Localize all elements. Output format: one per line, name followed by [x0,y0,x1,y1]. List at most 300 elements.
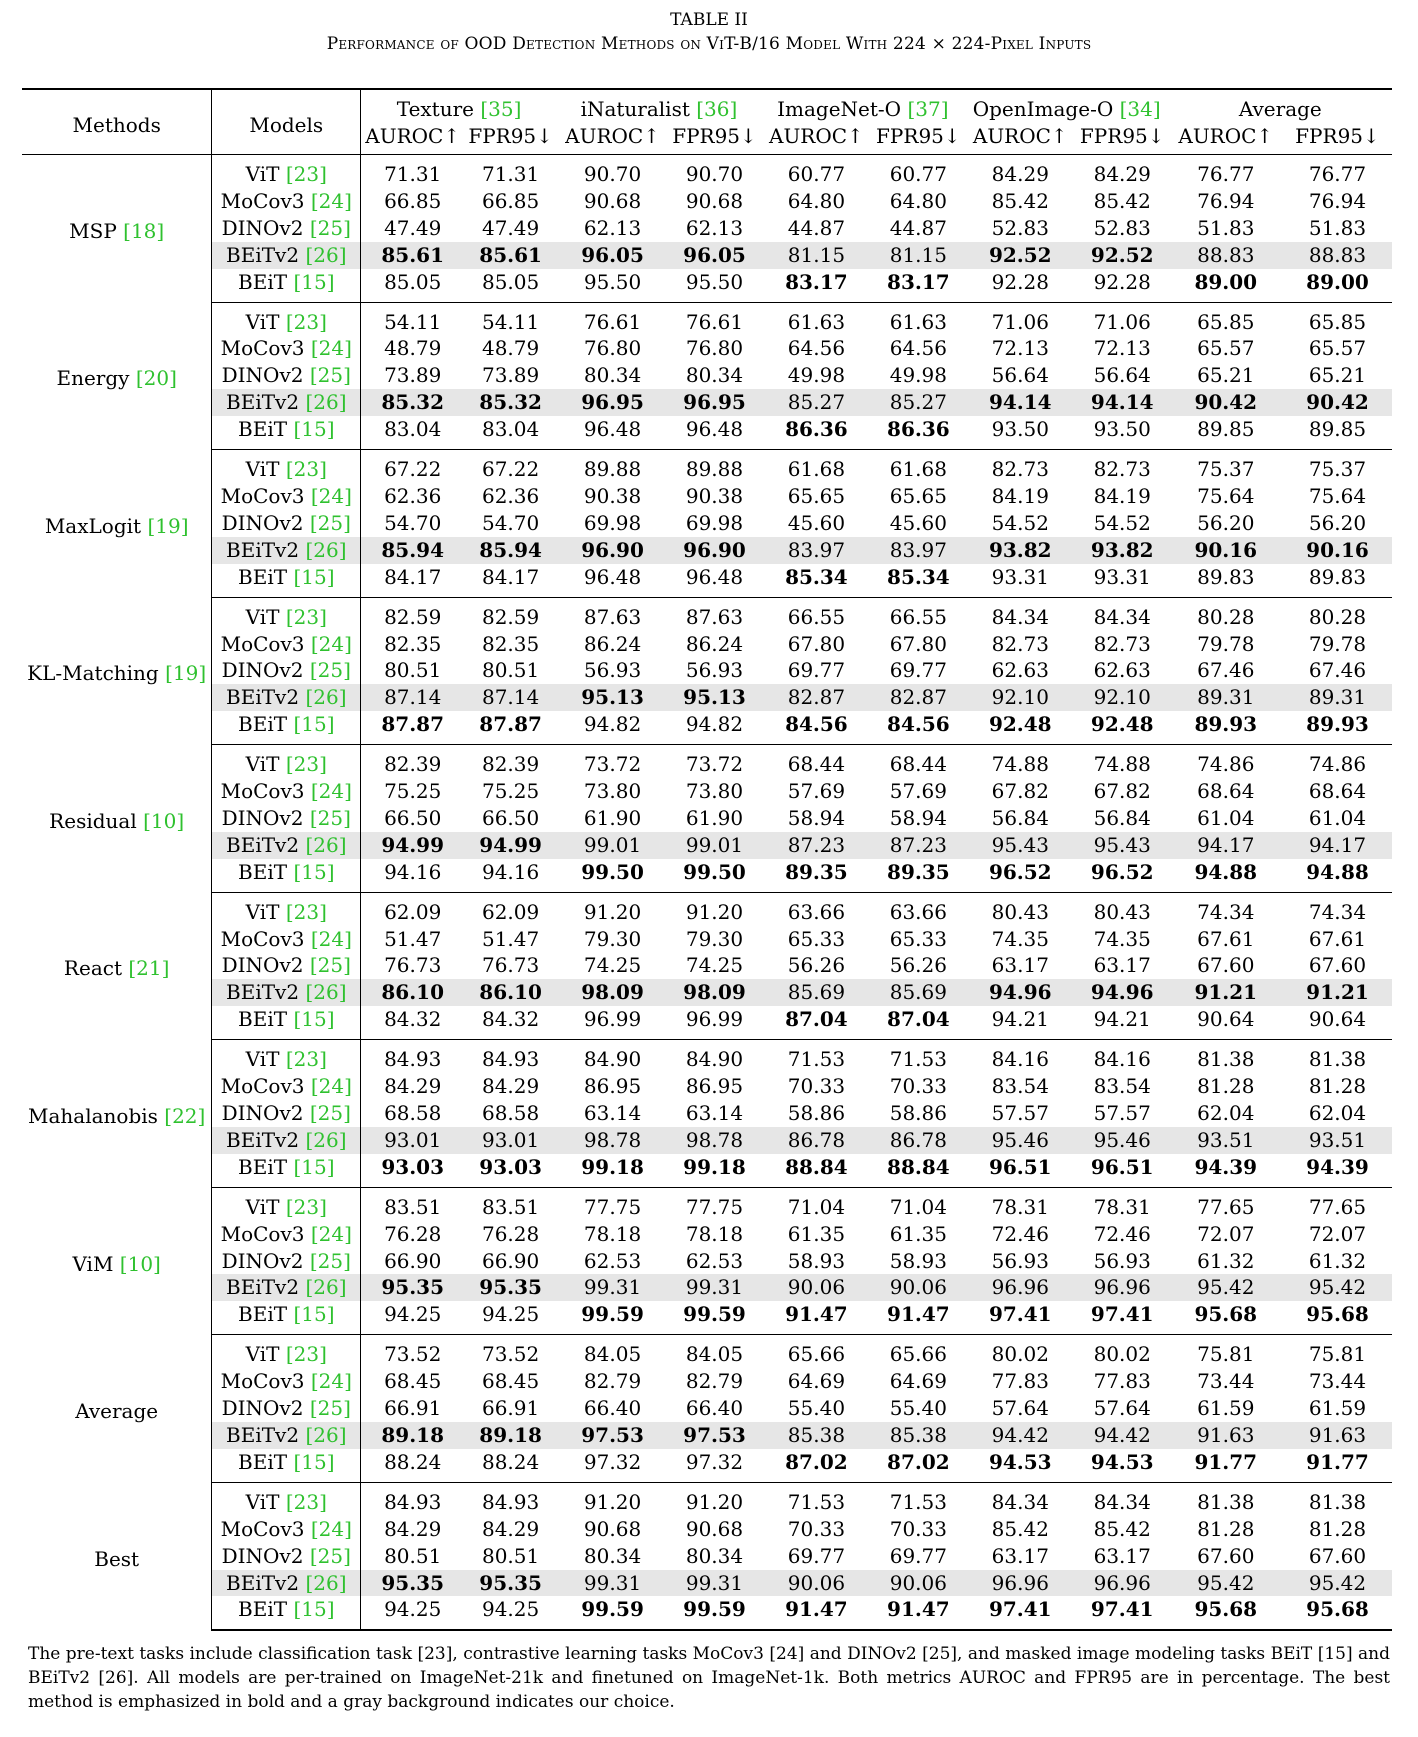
auroc-value-cell: 67.82 [991,779,1049,804]
table-row [22,362,1392,389]
fpr95-value-cell: 82.79 [685,1369,744,1394]
auroc-value-cell: 82.59 [384,604,442,629]
auroc-value-cell: 90.06 [761,1570,872,1597]
auroc-value-cell: 84.93 [384,1047,442,1072]
fpr95-value-cell: 73.44 [1308,1369,1367,1394]
model-name-cell: ViT [23] [212,1187,361,1220]
fpr95-value-cell: 90.64 [1283,1006,1392,1039]
auroc-value-cell: 80.43 [991,899,1049,924]
fpr95-value-cell: 89.35 [872,859,965,892]
auroc-value-cell: 64.80 [787,188,846,213]
auroc-value-cell: 94.53 [965,1449,1076,1482]
fpr95-value-cell: 56.84 [1093,805,1151,830]
table-row [22,1395,1392,1422]
auroc-value-cell: 86.78 [761,1127,872,1154]
fpr95-value-cell: 84.90 [685,1047,744,1072]
auroc-value-cell: 84.34 [991,604,1049,629]
auroc-value-cell: 85.34 [761,564,872,597]
model-name-cell: BEiTv2 [26] [212,389,361,416]
auroc-value-cell: 95.68 [1169,1596,1283,1630]
fpr95-value-cell: 89.93 [1283,711,1392,744]
fpr95-value-cell: 93.82 [1076,537,1169,564]
fpr95-value-cell: 86.78 [872,1127,965,1154]
auroc-value-cell: 67.46 [1197,658,1255,683]
auroc-value-cell: 51.83 [1197,215,1255,240]
auroc-value-cell: 48.79 [384,336,442,361]
auroc-value-cell: 90.06 [761,1274,872,1301]
auroc-value-cell: 65.65 [787,483,846,508]
auroc-value-cell: 85.61 [361,242,465,269]
fpr95-value-cell: 95.50 [668,269,761,302]
fpr95-value-cell: 80.02 [1093,1342,1151,1367]
model-name-cell: DINOv2 [25] [212,1543,361,1570]
auroc-value-cell: 84.34 [991,1489,1049,1514]
model-name-cell: MoCov3 [24] [212,188,361,215]
fpr95-value-cell: 80.28 [1308,604,1367,629]
auroc-value-cell: 77.83 [991,1369,1049,1394]
auroc-value-cell: 84.90 [583,1047,642,1072]
table-row [22,684,1392,711]
auroc-value-cell: 99.50 [557,859,668,892]
fpr95-value-cell: 91.63 [1283,1422,1392,1449]
auroc-value-cell: 92.52 [965,242,1076,269]
table-row [22,1301,1392,1334]
auroc-value-cell: 96.48 [557,564,668,597]
fpr95-value-cell: 85.42 [1093,1516,1151,1541]
auroc-value-cell: 54.70 [384,510,442,535]
fpr95-value-cell: 92.48 [1076,711,1169,744]
model-name-cell: ViT [23] [212,450,361,483]
table-footnote: The pre-text tasks include classification task [23], contrastive learning tasks MoCov3 [24] and DINOv2 [25], and masked image modeling tasks BEiT [15] and BEiTv2 [26]. All models are per-trained on ImageNet-21k and finetuned on ImageNet-1k. Both metrics AUROC and FPR95 are in percentage. The best method is emphasized in bold and a gray background indicates our choice. [28,1644,1390,1712]
fpr95-value-cell: 66.91 [481,1396,540,1421]
fpr95-value-cell: 86.95 [685,1074,744,1099]
auroc-value-cell: 63.17 [991,1543,1049,1568]
fpr95-value-cell: 99.31 [668,1570,761,1597]
auroc-value-cell: 62.09 [384,899,442,924]
header-fpr95: FPR95↓ [672,123,757,148]
auroc-value-cell: 95.46 [965,1127,1076,1154]
auroc-value-cell: 94.17 [1169,832,1283,859]
fpr95-value-cell: 66.50 [481,805,540,830]
auroc-value-cell: 61.32 [1197,1248,1255,1273]
auroc-value-cell: 99.01 [557,832,668,859]
fpr95-value-cell: 94.42 [1076,1422,1169,1449]
fpr95-value-cell: 65.85 [1308,309,1367,334]
auroc-value-cell: 70.33 [787,1516,846,1541]
auroc-value-cell: 94.25 [361,1596,465,1630]
model-name-cell: MoCov3 [24] [212,1073,361,1100]
fpr95-value-cell: 96.05 [668,242,761,269]
model-name-cell: ViT [23] [212,745,361,778]
auroc-value-cell: 66.91 [384,1396,442,1421]
auroc-value-cell: 92.28 [965,269,1076,302]
fpr95-value-cell: 94.25 [464,1596,557,1630]
auroc-value-cell: 94.42 [965,1422,1076,1449]
auroc-value-cell: 86.95 [583,1074,642,1099]
auroc-value-cell: 76.77 [1197,162,1255,186]
fpr95-value-cell: 45.60 [889,510,947,535]
auroc-value-cell: 97.41 [965,1301,1076,1334]
auroc-value-cell: 88.24 [361,1449,465,1482]
auroc-value-cell: 58.93 [787,1248,846,1273]
table-row [22,510,1392,537]
fpr95-value-cell: 67.60 [1308,1543,1367,1568]
fpr95-value-cell: 99.50 [668,859,761,892]
fpr95-value-cell: 84.29 [481,1074,540,1099]
fpr95-value-cell: 57.69 [889,779,947,804]
auroc-value-cell: 89.93 [1169,711,1283,744]
fpr95-value-cell: 94.14 [1076,389,1169,416]
auroc-value-cell: 65.66 [787,1342,846,1367]
method-name-cell: React [21] [22,892,212,1040]
fpr95-value-cell: 82.73 [1093,631,1151,656]
fpr95-value-cell: 61.32 [1308,1248,1367,1273]
fpr95-value-cell: 69.77 [889,658,947,683]
auroc-value-cell: 80.34 [583,1543,642,1568]
fpr95-value-cell: 67.22 [481,457,540,482]
auroc-value-cell: 81.28 [1197,1074,1255,1099]
auroc-value-cell: 87.87 [361,711,465,744]
model-name-cell: DINOv2 [25] [212,657,361,684]
auroc-value-cell: 47.49 [384,215,442,240]
fpr95-value-cell: 84.32 [464,1006,557,1039]
auroc-value-cell: 75.64 [1197,483,1255,508]
table-row [22,1154,1392,1187]
auroc-value-cell: 92.48 [965,711,1076,744]
fpr95-value-cell: 94.16 [464,859,557,892]
fpr95-value-cell: 80.51 [481,658,540,683]
auroc-value-cell: 84.19 [991,483,1049,508]
fpr95-value-cell: 71.53 [889,1489,947,1514]
fpr95-value-cell: 71.04 [889,1194,947,1219]
auroc-value-cell: 74.25 [583,953,642,978]
model-name-cell: BEiTv2 [26] [212,684,361,711]
fpr95-value-cell: 66.90 [481,1248,540,1273]
auroc-value-cell: 97.32 [557,1449,668,1482]
auroc-value-cell: 66.55 [787,604,846,629]
fpr95-value-cell: 84.56 [872,711,965,744]
fpr95-value-cell: 93.50 [1076,416,1169,449]
fpr95-value-cell: 80.34 [685,1543,744,1568]
fpr95-value-cell: 77.65 [1308,1194,1367,1219]
table-row [22,537,1392,564]
auroc-value-cell: 89.83 [1169,564,1283,597]
table-row [22,1596,1392,1630]
fpr95-value-cell: 95.46 [1076,1127,1169,1154]
header-auroc: AUROC↑ [565,123,660,148]
auroc-value-cell: 99.31 [557,1274,668,1301]
auroc-value-cell: 87.63 [583,604,642,629]
fpr95-value-cell: 89.00 [1283,269,1392,302]
fpr95-value-cell: 81.15 [872,242,965,269]
fpr95-value-cell: 72.07 [1308,1221,1367,1246]
model-name-cell: MoCov3 [24] [212,778,361,805]
table-row [22,1543,1392,1570]
table-body [22,155,1392,1631]
fpr95-value-cell: 85.61 [464,242,557,269]
fpr95-value-cell: 75.81 [1308,1342,1367,1367]
header-auroc: AUROC↑ [1178,123,1274,148]
fpr95-value-cell: 98.09 [668,979,761,1006]
auroc-value-cell: 78.31 [991,1194,1049,1219]
fpr95-value-cell: 99.18 [668,1154,761,1187]
fpr95-value-cell: 87.04 [872,1006,965,1039]
fpr95-value-cell: 85.69 [872,979,965,1006]
fpr95-value-cell: 61.35 [889,1221,947,1246]
fpr95-value-cell: 81.28 [1308,1516,1367,1541]
auroc-value-cell: 62.36 [384,483,442,508]
fpr95-value-cell: 92.52 [1076,242,1169,269]
fpr95-value-cell: 76.94 [1308,188,1367,213]
fpr95-value-cell: 95.13 [668,684,761,711]
fpr95-value-cell: 85.42 [1093,188,1151,213]
model-name-cell: BEiTv2 [26] [212,979,361,1006]
fpr95-value-cell: 65.66 [889,1342,947,1367]
model-name-cell: BEiT [15] [212,1449,361,1482]
fpr95-value-cell: 49.98 [889,363,947,388]
auroc-value-cell: 84.16 [991,1047,1049,1072]
table-row [22,269,1392,302]
fpr95-value-cell: 61.04 [1308,805,1367,830]
auroc-value-cell: 68.45 [384,1369,442,1394]
fpr95-value-cell: 85.38 [872,1422,965,1449]
results-table [22,88,1392,1631]
fpr95-value-cell: 83.97 [872,537,965,564]
fpr95-value-cell: 90.68 [685,1516,744,1541]
fpr95-value-cell: 97.41 [1076,1596,1169,1630]
fpr95-value-cell: 78.31 [1093,1194,1151,1219]
fpr95-value-cell: 99.59 [668,1596,761,1630]
table-row [22,832,1392,859]
auroc-value-cell: 95.42 [1169,1274,1283,1301]
auroc-value-cell: 80.51 [384,1543,442,1568]
auroc-value-cell: 61.63 [787,309,846,334]
fpr95-value-cell: 75.64 [1308,483,1367,508]
fpr95-value-cell: 91.47 [872,1596,965,1630]
auroc-value-cell: 71.04 [787,1194,846,1219]
fpr95-value-cell: 84.05 [685,1342,744,1367]
auroc-value-cell: 84.29 [384,1516,442,1541]
fpr95-value-cell: 96.51 [1076,1154,1169,1187]
fpr95-value-cell: 65.57 [1308,336,1367,361]
fpr95-value-cell: 85.05 [464,269,557,302]
auroc-value-cell: 84.93 [384,1489,442,1514]
header-dataset: Average [1238,96,1322,121]
fpr95-value-cell: 56.20 [1308,510,1367,535]
header-auroc: AUROC↑ [365,123,461,148]
fpr95-value-cell: 47.49 [481,215,540,240]
table-row [22,1368,1392,1395]
table-row [22,1006,1392,1039]
auroc-value-cell: 80.28 [1197,604,1255,629]
auroc-value-cell: 44.87 [787,215,846,240]
model-name-cell: BEiTv2 [26] [212,1570,361,1597]
fpr95-value-cell: 63.66 [889,899,947,924]
auroc-value-cell: 97.53 [557,1422,668,1449]
table-row [22,1127,1392,1154]
fpr95-value-cell: 74.86 [1308,752,1367,777]
fpr95-value-cell: 89.18 [464,1422,557,1449]
auroc-value-cell: 71.31 [384,162,442,186]
fpr95-value-cell: 96.99 [668,1006,761,1039]
auroc-value-cell: 54.11 [384,309,442,334]
table-row [22,711,1392,744]
auroc-value-cell: 82.79 [583,1369,642,1394]
auroc-value-cell: 96.51 [965,1154,1076,1187]
model-name-cell: BEiT [15] [212,269,361,302]
fpr95-value-cell: 80.34 [685,363,744,388]
auroc-value-cell: 81.38 [1197,1047,1255,1072]
fpr95-value-cell: 62.04 [1308,1101,1367,1125]
fpr95-value-cell: 72.46 [1093,1221,1151,1246]
fpr95-value-cell: 56.93 [1093,1248,1151,1273]
fpr95-value-cell: 93.01 [464,1127,557,1154]
fpr95-value-cell: 48.79 [481,336,540,361]
auroc-value-cell: 99.59 [557,1301,668,1334]
auroc-value-cell: 73.52 [384,1342,442,1367]
auroc-value-cell: 67.60 [1197,1543,1255,1568]
fpr95-value-cell: 69.77 [889,1543,947,1568]
auroc-value-cell: 67.80 [787,631,846,656]
auroc-value-cell: 82.87 [761,684,872,711]
auroc-value-cell: 96.90 [557,537,668,564]
fpr95-value-cell: 94.39 [1283,1154,1392,1187]
fpr95-value-cell: 84.93 [481,1489,540,1514]
model-name-cell: BEiTv2 [26] [212,1422,361,1449]
fpr95-value-cell: 70.33 [889,1516,947,1541]
fpr95-value-cell: 84.34 [1093,604,1151,629]
auroc-value-cell: 62.04 [1197,1101,1255,1125]
fpr95-value-cell: 81.38 [1308,1047,1367,1072]
fpr95-value-cell: 67.60 [1308,953,1367,978]
auroc-value-cell: 82.39 [384,752,442,777]
auroc-value-cell: 87.02 [761,1449,872,1482]
auroc-value-cell: 67.22 [384,457,442,482]
fpr95-value-cell: 98.78 [668,1127,761,1154]
method-name-cell: MSP [18] [22,155,212,303]
auroc-value-cell: 99.18 [557,1154,668,1187]
auroc-value-cell: 95.43 [965,832,1076,859]
auroc-value-cell: 63.66 [787,899,846,924]
fpr95-value-cell: 63.14 [685,1101,744,1125]
fpr95-value-cell: 92.10 [1076,684,1169,711]
header-dataset: ImageNet-O [37] [777,96,949,121]
fpr95-value-cell: 71.31 [481,162,540,186]
fpr95-value-cell: 63.17 [1093,953,1151,978]
table-row [22,1482,1392,1515]
header-dataset: iNaturalist [36] [580,96,738,121]
fpr95-value-cell: 83.04 [464,416,557,449]
auroc-value-cell: 82.73 [991,457,1049,482]
auroc-value-cell: 99.59 [557,1596,668,1630]
model-name-cell: BEiTv2 [26] [212,537,361,564]
fpr95-value-cell: 66.85 [481,188,540,213]
auroc-value-cell: 77.75 [583,1194,642,1219]
table-row [22,242,1392,269]
fpr95-value-cell: 95.42 [1283,1570,1392,1597]
model-name-cell: DINOv2 [25] [212,215,361,242]
fpr95-value-cell: 84.29 [481,1516,540,1541]
table-row [22,805,1392,832]
fpr95-value-cell: 95.42 [1283,1274,1392,1301]
fpr95-value-cell: 52.83 [1093,215,1151,240]
auroc-value-cell: 93.82 [965,537,1076,564]
method-name-cell: Best [22,1482,212,1630]
table-row [22,1570,1392,1597]
table-title: Performance of OOD Detection Methods on ViT-B/16 Model With 224 × 224-Pixel Inputs [326,34,1092,54]
method-name-cell: Residual [10] [22,745,212,893]
fpr95-value-cell: 71.06 [1093,309,1151,334]
fpr95-value-cell: 67.82 [1093,779,1151,804]
auroc-value-cell: 89.31 [1169,684,1283,711]
auroc-value-cell: 66.90 [384,1248,442,1273]
fpr95-value-cell: 96.95 [668,389,761,416]
fpr95-value-cell: 96.48 [668,564,761,597]
auroc-value-cell: 66.85 [384,188,442,213]
fpr95-value-cell: 93.51 [1283,1127,1392,1154]
auroc-value-cell: 84.29 [991,162,1049,186]
fpr95-value-cell: 73.72 [685,752,744,777]
auroc-value-cell: 90.70 [583,162,642,186]
fpr95-value-cell: 66.40 [685,1396,744,1421]
auroc-value-cell: 76.73 [384,953,442,978]
table-row [22,657,1392,684]
fpr95-value-cell: 86.36 [872,416,965,449]
fpr95-value-cell: 81.38 [1308,1489,1367,1514]
fpr95-value-cell: 85.94 [464,537,557,564]
fpr95-value-cell: 95.68 [1283,1596,1392,1630]
auroc-value-cell: 95.13 [557,684,668,711]
fpr95-value-cell: 79.78 [1308,631,1367,656]
auroc-value-cell: 63.14 [583,1101,642,1125]
auroc-value-cell: 81.15 [761,242,872,269]
auroc-value-cell: 85.05 [361,269,465,302]
auroc-value-cell: 83.54 [991,1074,1049,1099]
auroc-value-cell: 68.44 [787,752,846,777]
table-row [22,979,1392,1006]
auroc-value-cell: 82.35 [384,631,442,656]
header-auroc: AUROC↑ [769,123,864,148]
auroc-value-cell: 85.69 [761,979,872,1006]
fpr95-value-cell: 63.17 [1093,1543,1151,1568]
fpr95-value-cell: 90.16 [1283,537,1392,564]
auroc-value-cell: 70.33 [787,1074,846,1099]
header-row-datasets [22,89,1392,122]
model-name-cell: ViT [23] [212,302,361,335]
auroc-value-cell: 91.77 [1169,1449,1283,1482]
auroc-value-cell: 94.14 [965,389,1076,416]
model-name-cell: DINOv2 [25] [212,805,361,832]
fpr95-value-cell: 73.89 [481,363,540,388]
auroc-value-cell: 94.21 [965,1006,1076,1039]
fpr95-value-cell: 84.17 [464,564,557,597]
auroc-value-cell: 96.48 [557,416,668,449]
auroc-value-cell: 95.35 [361,1274,465,1301]
auroc-value-cell: 92.10 [965,684,1076,711]
auroc-value-cell: 74.34 [1197,899,1255,924]
header-dataset: OpenImage-O [34] [972,96,1161,121]
auroc-value-cell: 96.95 [557,389,668,416]
fpr95-value-cell: 84.93 [481,1047,540,1072]
auroc-value-cell: 96.99 [557,1006,668,1039]
auroc-value-cell: 84.56 [761,711,872,744]
fpr95-value-cell: 74.35 [1093,926,1151,951]
fpr95-value-cell: 90.38 [685,483,744,508]
fpr95-value-cell: 65.33 [889,926,947,951]
auroc-value-cell: 83.51 [384,1194,442,1219]
table-row [22,859,1392,892]
auroc-value-cell: 85.32 [361,389,465,416]
